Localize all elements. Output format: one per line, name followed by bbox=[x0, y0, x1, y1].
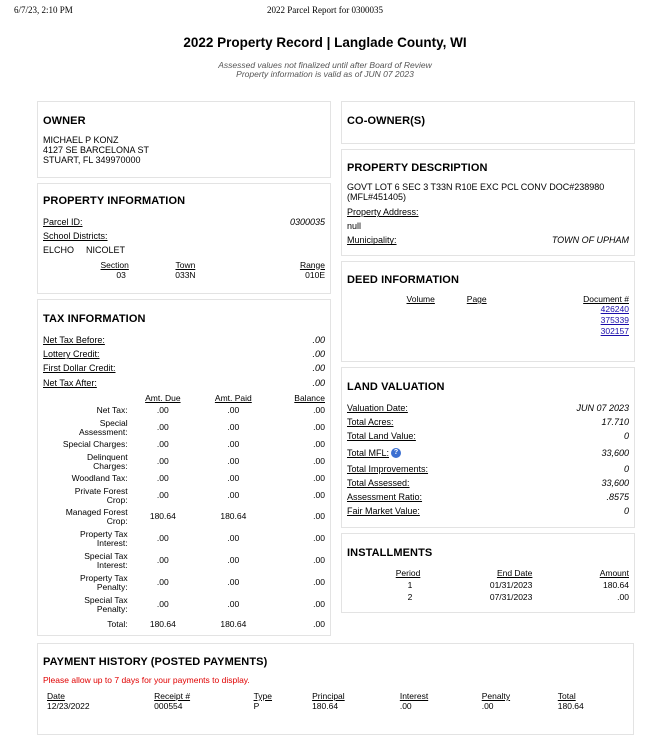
valuation-value: JUN 07 2023 bbox=[576, 403, 629, 414]
school-1: ELCHO bbox=[43, 245, 75, 256]
valuation-label: Total Assessed: bbox=[347, 477, 410, 488]
document-link[interactable]: 375339 bbox=[600, 315, 629, 325]
municipality-value: TOWN OF UPHAM bbox=[551, 235, 629, 246]
tax-summary-label: Net Tax After: bbox=[43, 377, 97, 388]
page-subtitle bbox=[0, 61, 650, 79]
property-info-box bbox=[37, 183, 331, 294]
tax-row-due: .00 bbox=[156, 405, 169, 416]
valuation-label: Valuation Date: bbox=[347, 403, 408, 414]
tax-row-label-2: Interest: bbox=[96, 559, 128, 570]
section-label: Section bbox=[100, 259, 129, 270]
tax-row-balance: .00 bbox=[313, 456, 325, 467]
tax-row-label-2: Assessment: bbox=[78, 426, 128, 437]
range-value: 010E bbox=[305, 269, 325, 280]
deed-row bbox=[347, 304, 629, 315]
tax-row bbox=[43, 550, 325, 572]
tax-row-paid: 180.64 bbox=[220, 511, 247, 522]
tax-row-label: Net Tax: bbox=[96, 405, 128, 416]
tax-col-paid: Amt. Paid bbox=[214, 392, 252, 403]
payment-header-row bbox=[43, 691, 628, 701]
tax-row bbox=[43, 572, 325, 594]
tax-row bbox=[43, 486, 325, 506]
tax-row bbox=[43, 506, 325, 528]
valuation-label: Fair Market Value: bbox=[347, 506, 420, 517]
print-title: 2022 Parcel Report for 0300035 bbox=[267, 5, 383, 15]
property-description-heading: PROPERTY DESCRIPTION bbox=[347, 162, 488, 174]
payment-col-receipt: Receipt # bbox=[154, 691, 191, 701]
installments-heading: INSTALLMENTS bbox=[347, 547, 433, 559]
land-valuation-box bbox=[341, 367, 635, 528]
tax-row-label: Property Tax bbox=[80, 528, 128, 539]
valuation-label: Total Land Value: bbox=[347, 431, 416, 442]
installment-end-date: 07/31/2023 bbox=[489, 592, 533, 602]
tax-row-paid: .00 bbox=[227, 456, 240, 467]
tax-row-label: Private Forest bbox=[74, 485, 128, 496]
owner-address-1: 4127 SE BARCELONA ST bbox=[43, 145, 150, 155]
payment-interest: .00 bbox=[399, 701, 412, 711]
tax-heading: TAX INFORMATION bbox=[43, 313, 146, 325]
parcel-value: 0300035 bbox=[289, 217, 325, 228]
installments-col-amount: Amount bbox=[599, 568, 629, 578]
tax-row-label-2: Penalty: bbox=[96, 581, 128, 592]
tax-row-due: .00 bbox=[156, 555, 169, 566]
subtitle-line-1: Assessed values not finalized until after Board of Review bbox=[218, 60, 432, 70]
tax-row-due: .00 bbox=[156, 533, 169, 544]
school-label: School Districts: bbox=[43, 231, 108, 242]
payment-date: 12/23/2022 bbox=[47, 701, 90, 711]
tax-total-row bbox=[43, 616, 325, 634]
valuation-row bbox=[347, 462, 629, 476]
installment-period: 1 bbox=[407, 580, 413, 590]
tax-row-balance: .00 bbox=[313, 473, 325, 484]
tax-row bbox=[43, 438, 325, 452]
valuation-label: Total Improvements: bbox=[347, 463, 429, 474]
tax-col-due: Amt. Due bbox=[145, 392, 181, 403]
tax-summary-label: Net Tax Before: bbox=[43, 335, 105, 346]
deed-box bbox=[341, 261, 635, 362]
payment-history-box bbox=[37, 643, 634, 735]
tax-row-balance: .00 bbox=[313, 555, 325, 566]
str-table bbox=[43, 260, 325, 280]
payment-col-total: Total bbox=[557, 691, 576, 701]
deed-col-page: Page bbox=[466, 294, 487, 304]
installments-header-row bbox=[347, 567, 629, 579]
tax-row-label-2: Interest: bbox=[96, 537, 128, 548]
tax-row-label: Delinquent bbox=[86, 451, 128, 462]
valuation-row bbox=[347, 429, 629, 443]
tax-row-paid: .00 bbox=[227, 405, 240, 416]
valuation-label: Total Acres: bbox=[347, 417, 394, 428]
school-row bbox=[43, 229, 325, 243]
installments-table bbox=[347, 567, 629, 603]
tax-row bbox=[43, 418, 325, 438]
tax-row-due: .00 bbox=[156, 599, 169, 610]
valuation-row bbox=[347, 401, 629, 415]
tax-row-label: Special Tax bbox=[84, 594, 128, 605]
school-2: NICOLET bbox=[86, 245, 126, 256]
tax-row-paid: .00 bbox=[227, 422, 240, 433]
tax-row-balance: .00 bbox=[313, 405, 325, 416]
address-value: null bbox=[347, 221, 362, 232]
document-link[interactable]: 302157 bbox=[600, 326, 629, 336]
installments-box bbox=[341, 533, 635, 613]
payment-col-penalty: Penalty bbox=[481, 691, 511, 701]
installment-end-date: 01/31/2023 bbox=[489, 580, 533, 590]
tax-row-due: .00 bbox=[156, 473, 169, 484]
owner-name: MICHAEL P KONZ bbox=[43, 135, 119, 145]
tax-row-balance: .00 bbox=[313, 439, 325, 450]
deed-col-volume: Volume bbox=[406, 294, 435, 304]
deed-row bbox=[347, 315, 629, 326]
tax-header-row bbox=[43, 392, 325, 404]
tax-total-balance: .00 bbox=[313, 619, 325, 630]
valuation-row bbox=[347, 444, 629, 462]
valuation-value: 0 bbox=[623, 463, 629, 474]
co-owner-box bbox=[341, 101, 635, 144]
payment-receipt: 000554 bbox=[154, 701, 183, 711]
valuation-value: .8575 bbox=[606, 492, 629, 503]
tax-row-label: Special Charges: bbox=[62, 439, 128, 450]
address-label-row bbox=[347, 205, 629, 219]
tax-summary-label: Lottery Credit: bbox=[43, 349, 100, 360]
property-info-heading: PROPERTY INFORMATION bbox=[43, 195, 186, 207]
tax-row-balance: .00 bbox=[313, 422, 325, 433]
deed-header-row bbox=[347, 294, 629, 304]
owner-heading: OWNER bbox=[43, 115, 86, 127]
payment-col-principal: Principal bbox=[312, 691, 345, 701]
tax-summary-row bbox=[43, 347, 325, 361]
tax-summary-value: .00 bbox=[312, 363, 325, 374]
help-icon[interactable]: ? bbox=[391, 448, 401, 458]
co-owner-heading: CO-OWNER(S) bbox=[347, 115, 426, 127]
payment-principal: 180.64 bbox=[312, 701, 339, 711]
installments-col-period: Period bbox=[395, 568, 421, 578]
installment-row bbox=[347, 591, 629, 603]
tax-row-due: .00 bbox=[156, 456, 169, 467]
tax-row-paid: .00 bbox=[227, 473, 240, 484]
payment-col-type: Type bbox=[253, 691, 273, 701]
tax-row-due: .00 bbox=[156, 439, 169, 450]
legal-description-2: (MFL#451405) bbox=[347, 192, 407, 202]
tax-summary-row bbox=[43, 376, 325, 390]
document-link[interactable]: 426240 bbox=[600, 304, 629, 314]
valuation-label: Total MFL: bbox=[347, 447, 390, 458]
valuation-label: Assessment Ratio: bbox=[347, 492, 423, 503]
installments-col-end-date: End Date bbox=[496, 568, 533, 578]
valuation-value: 33,600 bbox=[601, 477, 629, 488]
valuation-row bbox=[347, 476, 629, 490]
installment-amount: .00 bbox=[617, 592, 629, 602]
payment-notice: Please allow up to 7 days for your payments to display. bbox=[43, 675, 250, 685]
section-value: 03 bbox=[116, 269, 126, 280]
property-description-box bbox=[341, 149, 635, 256]
tax-row-label: Managed Forest bbox=[65, 506, 128, 517]
tax-summary-value: .00 bbox=[312, 377, 325, 388]
municipality-row bbox=[347, 233, 629, 247]
parcel-label: Parcel ID: bbox=[43, 217, 83, 228]
installment-period: 2 bbox=[407, 592, 413, 602]
tax-row-due: 180.64 bbox=[149, 511, 176, 522]
tax-row-due: .00 bbox=[156, 422, 169, 433]
payment-penalty: .00 bbox=[481, 701, 494, 711]
tax-row-label-2: Crop: bbox=[106, 515, 128, 526]
valuation-value: 17.710 bbox=[601, 417, 629, 428]
town-label: Town bbox=[175, 259, 196, 270]
tax-row-due: .00 bbox=[156, 490, 169, 501]
subtitle-line-2: Property information is valid as of JUN 07 2023 bbox=[236, 69, 414, 79]
tax-row bbox=[43, 594, 325, 616]
tax-row-balance: .00 bbox=[313, 533, 325, 544]
tax-summary-row bbox=[43, 333, 325, 347]
tax-row-label: Woodland Tax: bbox=[71, 473, 128, 484]
tax-table bbox=[43, 392, 325, 634]
print-datetime: 6/7/23, 2:10 PM bbox=[14, 5, 73, 15]
deed-table bbox=[347, 294, 629, 337]
payment-col-date: Date bbox=[47, 691, 65, 701]
valuation-value: 0 bbox=[623, 506, 629, 517]
tax-row bbox=[43, 472, 325, 486]
tax-row-paid: .00 bbox=[227, 599, 240, 610]
payment-row bbox=[43, 701, 628, 711]
range-label: Range bbox=[299, 259, 325, 270]
payment-col-interest: Interest bbox=[399, 691, 429, 701]
payment-table bbox=[43, 691, 628, 711]
tax-total-label: Total: bbox=[107, 619, 128, 630]
tax-row-label-2: Crop: bbox=[106, 494, 128, 505]
tax-row-paid: .00 bbox=[227, 490, 240, 501]
tax-row bbox=[43, 528, 325, 550]
land-valuation-heading: LAND VALUATION bbox=[347, 381, 445, 393]
tax-row-label-2: Charges: bbox=[93, 460, 128, 471]
tax-summary-row bbox=[43, 361, 325, 375]
parcel-row bbox=[43, 215, 325, 229]
tax-row-label-2: Penalty: bbox=[96, 603, 128, 614]
tax-row-due: .00 bbox=[156, 577, 169, 588]
tax-total-due: 180.64 bbox=[149, 619, 176, 630]
address-label: Property Address: bbox=[347, 207, 419, 218]
town-value: 033N bbox=[175, 269, 196, 280]
valuation-value: 0 bbox=[623, 431, 629, 442]
tax-total-paid: 180.64 bbox=[220, 619, 247, 630]
payment-type: P bbox=[253, 701, 260, 711]
tax-info-box bbox=[37, 299, 331, 636]
legal-description-1: GOVT LOT 6 SEC 3 T33N R10E EXC PCL CONV DOC#238980 bbox=[347, 182, 605, 192]
tax-summary-value: .00 bbox=[312, 335, 325, 346]
tax-summary-label: First Dollar Credit: bbox=[43, 363, 116, 374]
tax-row-balance: .00 bbox=[313, 577, 325, 588]
tax-row-label: Property Tax bbox=[80, 572, 128, 583]
page-title: 2022 Property Record | Langlade County, WI bbox=[183, 35, 467, 50]
installment-amount: 180.64 bbox=[603, 580, 629, 590]
tax-row-balance: .00 bbox=[313, 599, 325, 610]
tax-row bbox=[43, 404, 325, 418]
tax-row-balance: .00 bbox=[313, 490, 325, 501]
owner-address-2: STUART, FL 349970000 bbox=[43, 155, 141, 165]
tax-row-label: Special Tax bbox=[84, 550, 128, 561]
tax-row-label: Special bbox=[99, 417, 128, 428]
valuation-value: 33,600 bbox=[601, 447, 629, 458]
tax-row-paid: .00 bbox=[227, 555, 240, 566]
payment-total: 180.64 bbox=[557, 701, 584, 711]
owner-box bbox=[37, 101, 331, 178]
valuation-row bbox=[347, 415, 629, 429]
tax-row bbox=[43, 452, 325, 472]
deed-heading: DEED INFORMATION bbox=[347, 274, 460, 286]
tax-row-paid: .00 bbox=[227, 533, 240, 544]
tax-row-balance: .00 bbox=[313, 511, 325, 522]
tax-row-paid: .00 bbox=[227, 577, 240, 588]
valuation-row bbox=[347, 504, 629, 518]
tax-summary-value: .00 bbox=[312, 349, 325, 360]
installment-row bbox=[347, 579, 629, 591]
deed-row bbox=[347, 326, 629, 337]
tax-row-paid: .00 bbox=[227, 439, 240, 450]
address-value-row bbox=[347, 219, 629, 233]
school-values bbox=[43, 243, 325, 257]
deed-col-document: Document # bbox=[583, 294, 629, 304]
tax-col-balance: Balance bbox=[294, 392, 325, 403]
payment-history-heading: PAYMENT HISTORY (POSTED PAYMENTS) bbox=[43, 656, 268, 668]
municipality-label: Municipality: bbox=[347, 235, 397, 246]
valuation-row bbox=[347, 490, 629, 504]
